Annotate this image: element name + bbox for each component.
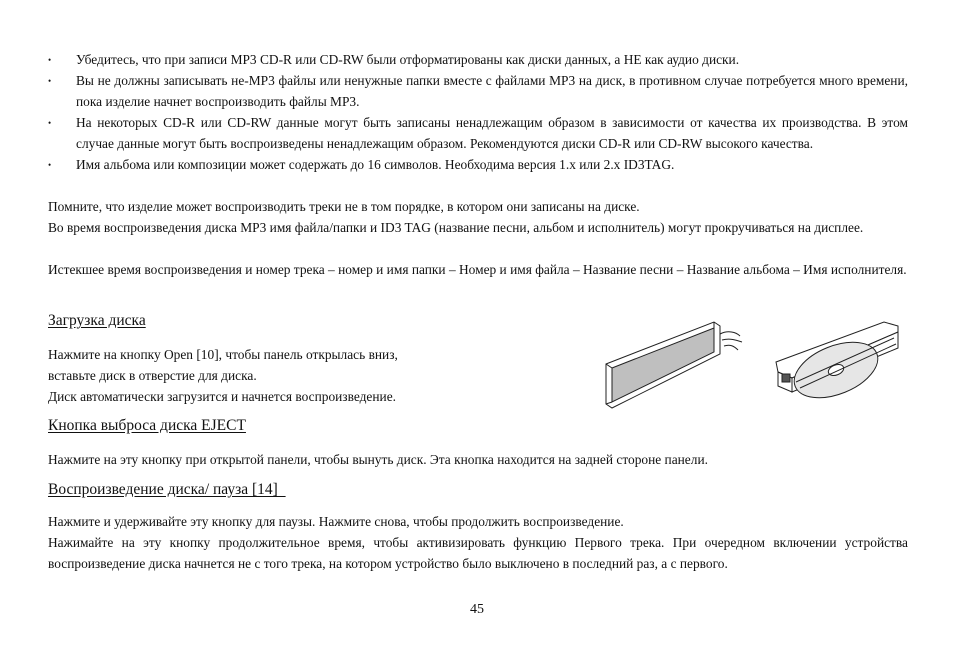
front-panel-diagram [596,312,908,412]
mp3-notes-list [48,49,908,175]
section-heading-load: Загрузка диска [48,312,146,329]
load-line: вставьте диск в отверстие для диска. [48,368,257,383]
bullet-item: • Убедитесь, что при записи MP3 CD-R или CD-RW были отформатированы как диски данных, а НЕ как аудио диски. [48,49,908,70]
eject-instructions: Нажмите на эту кнопку при открытой панели, чтобы вынуть диск. Эта кнопка находится на задней стороне панели. [48,452,708,467]
pause-line: Нажимайте на эту кнопку продолжительное время, чтобы активизировать функцию Первого трека. При очередном включении устройства воспроизведение диска начнется не с того трека, на котором устройство было выключено в последний раз, а с первого. [48,535,908,571]
order-note: Помните, что изделие может воспроизводить треки не в том порядке, в котором они записаны на диске. [48,199,640,214]
section-heading-eject: Кнопка выброса диска EJECT [48,417,246,434]
bullet-item: • На некоторых CD-R или CD-RW данные могут быть записаны ненадлежащим образом в зависимости от качества их производства. В этом случае данные могут быть воспроизведены ненадлежащим образом. Рекомендуются диски CD-R или CD-RW высокого качества. [48,112,908,154]
load-instructions [48,344,508,407]
bullet-item: • Вы не должны записывать не-MP3 файлы или ненужные папки вместе с файлами MP3 на диск, в противном случае потребуется много времени, пока изделие начнет воспроизводить файлы MP3. [48,70,908,112]
scroll-note: Во время воспроизведения диска MP3 имя файла/папки и ID3 TAG (название песни, альбом и исполнитель) могут прокручиваться на дисплее. [48,220,864,235]
display-sequence: Истекшее время воспроизведения и номер трека – номер и имя папки – Номер и имя файла – Название песни – Название альбома – Имя исполнителя. [48,262,907,277]
panel-illustration [596,312,908,412]
page-number: 45 [470,602,484,617]
open-panel-drawing [776,322,898,409]
pause-instructions [48,511,908,574]
pause-line: Нажмите и удерживайте эту кнопку для паузы. Нажмите снова, чтобы продолжить воспроизведение. [48,514,624,529]
load-line: Нажмите на кнопку Open [10], чтобы панель открылась вниз, [48,347,398,362]
detached-panel-drawing [606,322,742,408]
section-heading-pause: Воспроизведение диска/ пауза [14] [48,481,286,498]
bullet-item: • Имя альбома или композиции может содержать до 16 символов. Необходима версия 1.x или 2.x ID3TAG. [48,154,908,175]
load-line: Диск автоматически загрузится и начнется воспроизведение. [48,389,396,404]
